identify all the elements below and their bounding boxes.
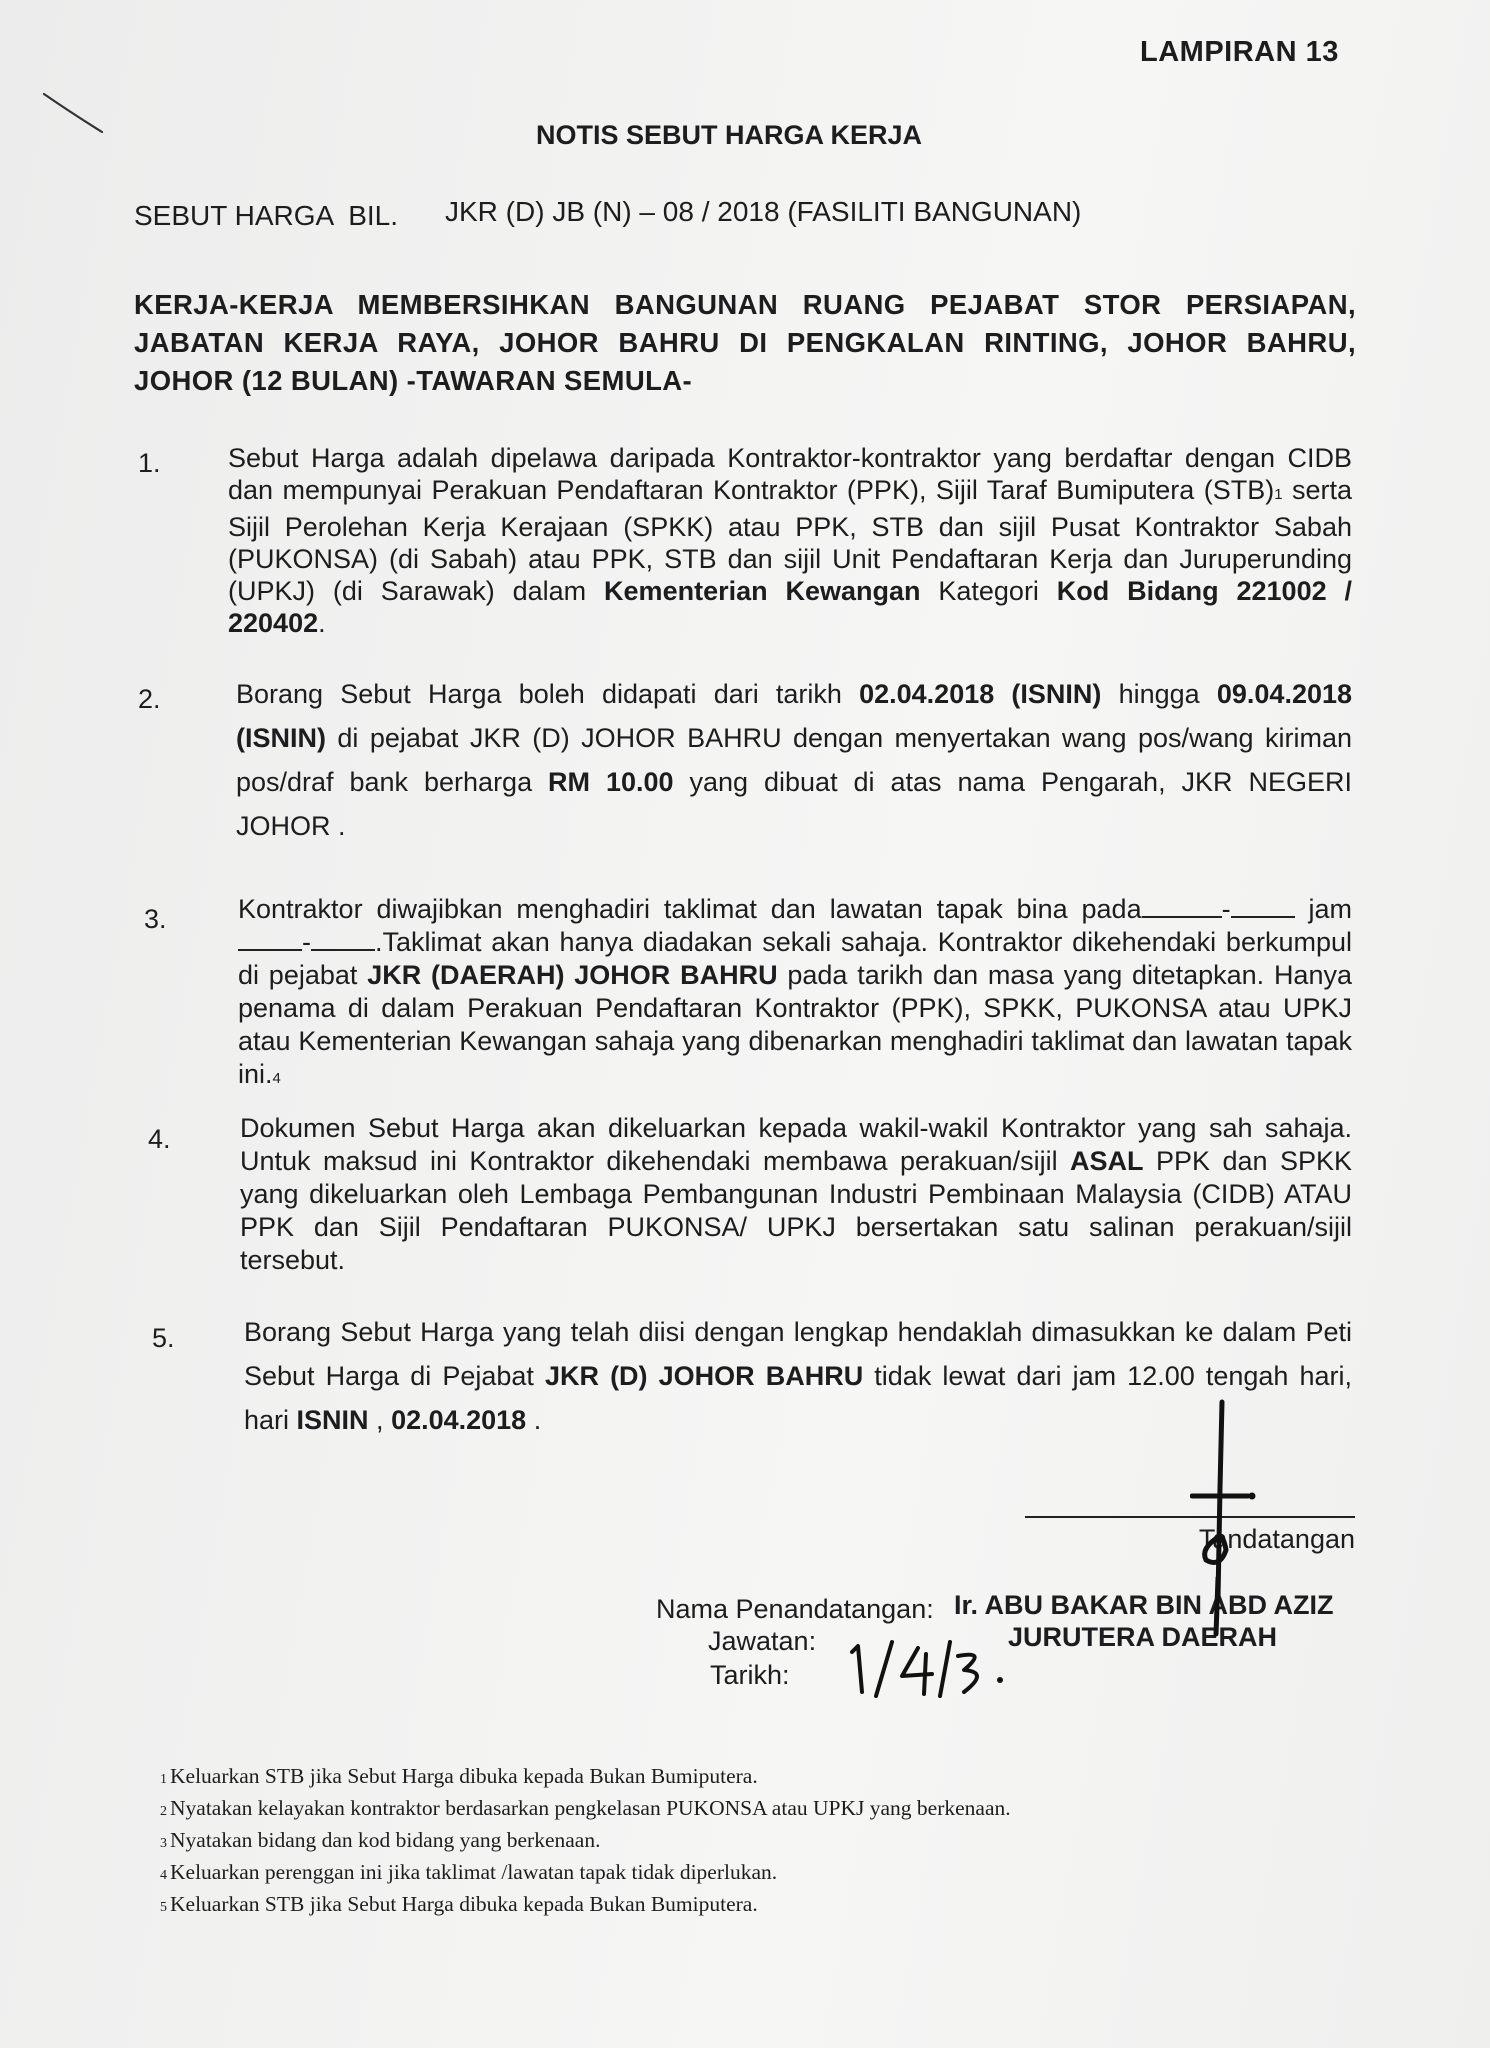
nama-label: Nama Penandatangan: bbox=[656, 1594, 934, 1624]
paragraph-number: 5. bbox=[152, 1323, 175, 1353]
paragraph-4: Dokumen Sebut Harga akan dikeluarkan kepada wakil-wakil Kontraktor yang sah sahaja. Untuk maksud ini Kontraktor dikehendaki membawa perakuan/sijil ASAL PPK dan SPKK yang dikeluarkan oleh Lembaga Pembangunan Industri Pembinaan Malaysia (CIDB) ATAU PPK dan Sijil Pendaftaran PUKONSA/ UPKJ bersertakan satu salinan perakuan/sijil tersebut. bbox=[240, 1113, 1352, 1275]
paragraph-3: Kontraktor diwajibkan menghadiri taklimat dan lawatan tapak bina pada - jam - .Taklimat akan hanya diadakan sekali sahaja. Kontraktor dikehendaki berkumpul di pejabat JKR (DAERAH) JOHOR BAHRU pada tarikh dan masa yang ditetapkan. Hanya penama di dalam Perakuan Pendaftaran Kontraktor (PPK), SPKK, PUKONSA atau UPKJ atau Kementerian Kewangan sahaja yang dibenarkan menghadiri taklimat dan lawatan tapak ini.4 bbox=[238, 894, 1352, 1089]
paragraph-1: Sebut Harga adalah dipelawa daripada Kontraktor-kontraktor yang berdaftar dengan CIDB dan mempunyai Perakuan Pendaftaran Kontraktor (PPK), Sijil Taraf Bumiputera (STB)1 serta Sijil Perolehan Kerja Kerajaan (SPKK) atau PPK, STB dan sijil Pusat Kontraktor Sabah (PUKONSA) (di Sabah) atau PPK, STB dan sijil Unit Pendaftaran Kerja dan Juruperunding (UPKJ) (di Sarawak) dalam Kementerian Kewangan Kategori Kod Bidang 221002 / 220402. bbox=[228, 443, 1353, 638]
paragraph-number: 4. bbox=[148, 1124, 171, 1154]
tandatangan-label: Tandatangan bbox=[1198, 1524, 1355, 1554]
handwritten-date bbox=[840, 1632, 1010, 1702]
jawatan-label: Jawatan: bbox=[708, 1626, 817, 1656]
paragraph-number: 1. bbox=[138, 448, 161, 478]
footnote: 4 Keluarkan perenggan ini jika taklimat /lawatan tapak tidak diperlukan. bbox=[160, 1860, 778, 1884]
bil-label: SEBUT HARGA BIL. bbox=[134, 200, 399, 231]
blank-field bbox=[1142, 896, 1222, 918]
footnote: 2 Nyatakan kelayakan kontraktor berdasarkan pengkelasan PUKONSA atau UPKJ yang berkenaan. bbox=[160, 1796, 1011, 1820]
paragraph-2: Borang Sebut Harga boleh didapati dari tarikh 02.04.2018 (ISNIN) hingga 09.04.2018 (ISNIN) di pejabat JKR (D) JOHOR BAHRU dengan menyertakan wang pos/wang kiriman pos/draf bank berharga RM 10.00 yang dibuat di atas nama Pengarah, JKR NEGERI JOHOR . bbox=[236, 679, 1353, 841]
footnote: 5 Keluarkan STB jika Sebut Harga dibuka kepada Bukan Bumiputera. bbox=[160, 1892, 758, 1916]
tarikh-label: Tarikh: bbox=[710, 1660, 790, 1690]
jawatan-value: JURUTERA DAERAH bbox=[1008, 1622, 1278, 1652]
blank-field bbox=[311, 929, 375, 951]
signature-scribble bbox=[1190, 1398, 1270, 1638]
footnotes bbox=[160, 1762, 1260, 1922]
subject-heading: KERJA-KERJA MEMBERSIHKAN BANGUNAN RUANG PEJABAT STOR PERSIAPAN, JABATAN KERJA RAYA, JOHOR BAHRU DI PENGKALAN RINTING, JOHOR BAHRU, JOHOR (12 BULAN) -TAWARAN SEMULA- bbox=[134, 289, 1356, 396]
paragraph-5: Borang Sebut Harga yang telah diisi dengan lengkap hendaklah dimasukkan ke dalam Peti Sebut Harga di Pejabat JKR (D) JOHOR BAHRU tidak lewat dari jam 12.00 tengah hari, hari ISNIN , 02.04.2018 . bbox=[244, 1317, 1352, 1435]
pen-stroke-mark bbox=[40, 88, 110, 138]
lampiran-label: LAMPIRAN 13 bbox=[1140, 36, 1339, 68]
bil-value: JKR (D) JB (N) – 08 / 2018 (FASILITI BANGUNAN) bbox=[445, 196, 1082, 227]
blank-field bbox=[1231, 896, 1295, 918]
footnote: 1 Keluarkan STB jika Sebut Harga dibuka kepada Bukan Bumiputera. bbox=[160, 1764, 758, 1788]
paragraph-number: 2. bbox=[138, 684, 161, 714]
paragraph-number: 3. bbox=[144, 904, 167, 934]
nama-value: Ir. ABU BAKAR BIN ABD AZIZ bbox=[954, 1590, 1334, 1620]
blank-field bbox=[238, 929, 302, 951]
footnote: 3 Nyatakan bidang dan kod bidang yang berkenaan. bbox=[160, 1828, 601, 1852]
page-title: NOTIS SEBUT HARGA KERJA bbox=[536, 120, 923, 150]
